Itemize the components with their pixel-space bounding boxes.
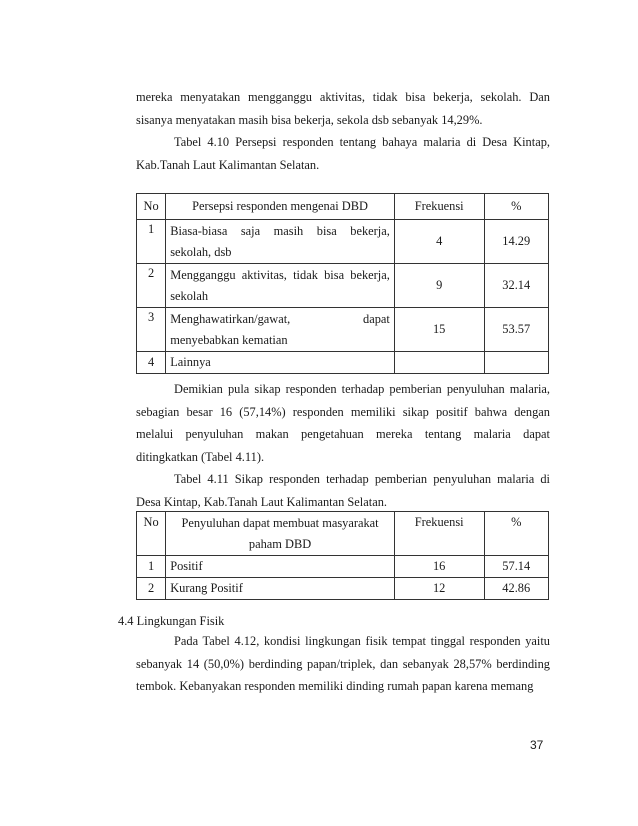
header-penyuluhan bbox=[166, 512, 395, 556]
cell-label-line: sekolah, dsb bbox=[170, 244, 232, 259]
cell-label-line: sekolah bbox=[170, 288, 209, 303]
paragraph: Demikian pula sikap responden terhadap pemberian penyuluhan malaria, sebagian besar 16 (57,14%) responden memiliki sikap positif bahwa dengan melalui penyuluhan makan pengetahuan mereka tentang malaria dapat ditingkatkan (Tabel 4.11). bbox=[136, 382, 550, 464]
table-row bbox=[137, 220, 549, 264]
cell-percent: 57.14 bbox=[484, 556, 549, 578]
table-4-11 bbox=[136, 511, 549, 600]
cell-no: 1 bbox=[137, 220, 166, 264]
cell-no: 4 bbox=[137, 352, 166, 374]
cell-label-line: Menghawatirkan/gawat, dapat bbox=[170, 311, 390, 326]
table-row bbox=[137, 352, 549, 374]
header-frekuensi: Frekuensi bbox=[394, 194, 484, 220]
cell-no: 3 bbox=[137, 308, 166, 352]
table-4-10 bbox=[136, 193, 549, 374]
cell-label-line: Mengganggu aktivitas, tidak bisa bekerja, bbox=[170, 267, 390, 282]
cell-label-line: menyebabkan kematian bbox=[170, 332, 288, 347]
cell-percent: 53.57 bbox=[484, 308, 549, 352]
paragraph-line: sisanya menyatakan masih bisa bekerja, sekola dsb sebanyak 14,29%. bbox=[136, 113, 483, 127]
cell-percent: 42.86 bbox=[484, 578, 549, 600]
paragraph-line: mereka menyatakan mengganggu aktivitas, tidak bisa bekerja, sekolah. Dan bbox=[136, 90, 550, 104]
cell-no: 2 bbox=[137, 578, 166, 600]
cell-frekuensi: 9 bbox=[394, 264, 484, 308]
cell-percent bbox=[484, 352, 549, 374]
header-percent: % bbox=[484, 512, 549, 556]
cell-frekuensi: 12 bbox=[394, 578, 484, 600]
cell-frekuensi: 16 bbox=[394, 556, 484, 578]
page-number: 37 bbox=[530, 738, 544, 752]
cell-label: Kurang Positif bbox=[166, 578, 395, 600]
section-heading: 4.4 Lingkungan Fisik bbox=[118, 614, 225, 628]
cell-label bbox=[166, 220, 395, 264]
table-header-row bbox=[137, 194, 549, 220]
table-4-11-caption: Tabel 4.11 Sikap responden terhadap pemberian penyuluhan malaria di Desa Kintap, Kab.Tanah Laut Kalimantan Selatan. bbox=[136, 472, 550, 509]
cell-label bbox=[166, 308, 395, 352]
header-percent: % bbox=[484, 194, 549, 220]
header-line: paham DBD bbox=[248, 537, 312, 551]
cell-frekuensi: 15 bbox=[394, 308, 484, 352]
cell-no: 2 bbox=[137, 264, 166, 308]
cell-frekuensi bbox=[394, 352, 484, 374]
table-4-10-caption: Tabel 4.10 Persepsi responden tentang bahaya malaria di Desa Kintap, Kab.Tanah Laut Kalimantan Selatan. bbox=[136, 135, 550, 172]
header-persepsi: Persepsi responden mengenai DBD bbox=[166, 194, 395, 220]
table-header-row bbox=[137, 512, 549, 556]
cell-label: Lainnya bbox=[166, 352, 395, 374]
cell-label bbox=[166, 264, 395, 308]
header-no: No bbox=[137, 194, 166, 220]
header-no: No bbox=[137, 512, 166, 556]
table-row bbox=[137, 264, 549, 308]
cell-label-line: Biasa-biasa saja masih bisa bekerja, bbox=[170, 223, 390, 238]
cell-percent: 32.14 bbox=[484, 264, 549, 308]
table-row bbox=[137, 556, 549, 578]
header-frekuensi: Frekuensi bbox=[394, 512, 484, 556]
cell-percent: 14.29 bbox=[484, 220, 549, 264]
table-row bbox=[137, 578, 549, 600]
cell-label: Positif bbox=[166, 556, 395, 578]
cell-no: 1 bbox=[137, 556, 166, 578]
paragraph: Pada Tabel 4.12, kondisi lingkungan fisik tempat tinggal responden yaitu sebanyak 14 (50,0%) berdinding papan/triplek, dan sebanyak 28,57% berdinding tembok. Kebanyakan responden memiliki dinding rumah papan karena memang bbox=[136, 634, 550, 693]
header-line: Penyuluhan dapat membuat masyarakat bbox=[181, 516, 379, 530]
table-row bbox=[137, 308, 549, 352]
cell-frekuensi: 4 bbox=[394, 220, 484, 264]
